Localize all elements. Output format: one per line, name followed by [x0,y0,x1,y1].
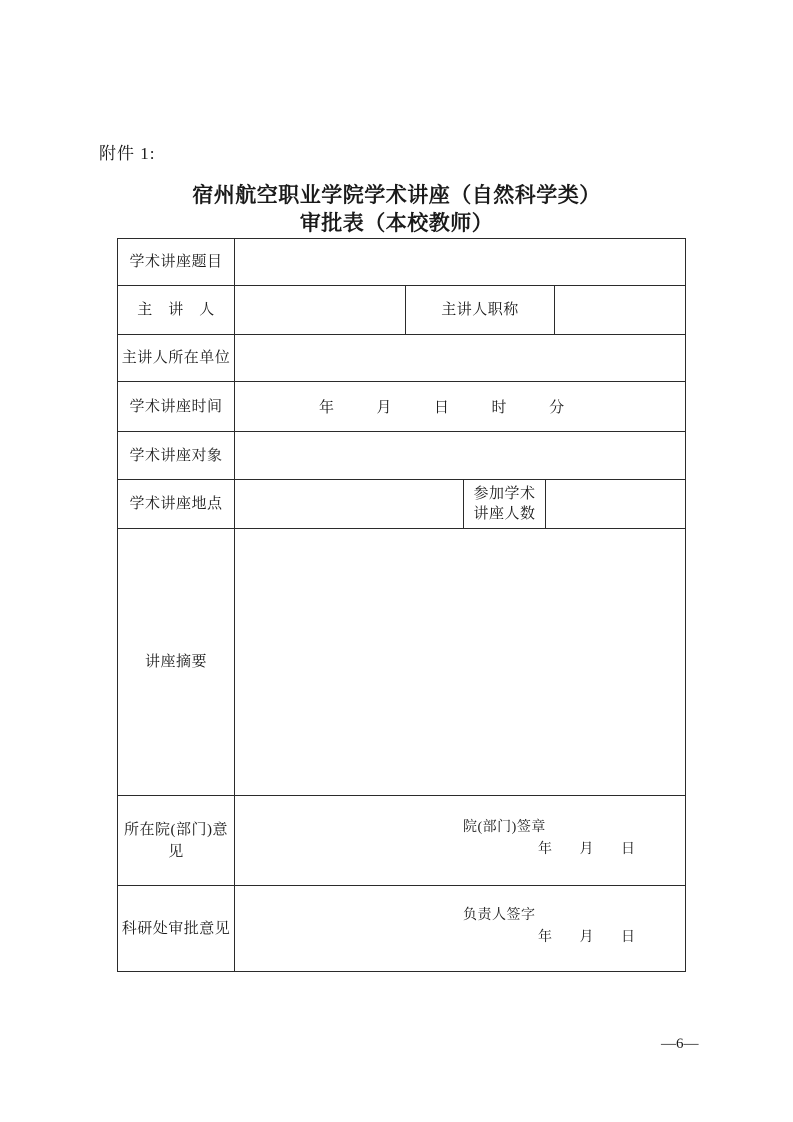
speaker-label: 主 讲 人 [118,286,235,335]
lecture-time-blank-line [235,396,685,417]
row-speaker [118,286,686,335]
lecture-location-label: 学术讲座地点 [118,480,235,529]
row-lecture-location [118,480,686,529]
lecture-time-label: 学术讲座时间 [118,382,235,432]
research-approval-cell [235,886,686,972]
research-sign-date-line [538,927,685,948]
date-unit-day: 日 [621,929,636,945]
department-sign-block [235,817,685,865]
lecture-title-label: 学术讲座题目 [118,239,235,286]
time-unit-day: 日 [434,400,450,416]
lecture-location-value-cell [235,480,464,529]
lecture-abstract-label: 讲座摘要 [118,529,235,796]
participants-label-line1: 参加学术 [473,486,536,502]
document-title [0,181,793,237]
date-unit-year: 年 [538,929,553,945]
document-title-line2: 审批表（本校教师） [299,211,494,235]
lecture-time-value-cell [235,382,686,432]
date-unit-day: 日 [621,841,636,857]
row-lecture-audience [118,432,686,480]
speaker-unit-value-cell [235,335,686,382]
row-speaker-unit [118,335,686,382]
participants-label-line2: 讲座人数 [473,506,536,522]
department-opinion-label: 所在院(部门)意见 [118,796,235,886]
participants-value-cell [546,480,686,529]
department-opinion-cell [235,796,686,886]
research-sign-label: 负责人签字 [463,907,536,923]
date-unit-month: 月 [579,841,594,857]
document-title-line1: 宿州航空职业学院学术讲座（自然科学类） [192,183,601,207]
row-research-approval [118,886,686,972]
speaker-unit-label: 主讲人所在单位 [118,335,235,382]
department-sign-date-line [538,839,685,860]
row-department-opinion [118,796,686,886]
time-unit-hour: 时 [491,400,508,416]
speaker-title-value-cell [555,286,686,335]
speaker-value-cell [235,286,406,335]
time-unit-month: 月 [376,400,393,416]
lecture-audience-value-cell [235,432,686,480]
date-unit-year: 年 [538,841,553,857]
participants-label [464,480,546,529]
row-lecture-abstract [118,529,686,796]
attachment-label: 附件 1: [99,144,156,163]
time-unit-minute: 分 [549,400,565,416]
research-sign-block [235,905,685,953]
row-lecture-time [118,382,686,432]
lecture-title-value-cell [235,239,686,286]
approval-form-table [117,238,686,972]
speaker-title-label: 主讲人职称 [406,286,555,335]
page-number: —6— [661,1036,699,1052]
lecture-audience-label: 学术讲座对象 [118,432,235,480]
lecture-abstract-value-cell [235,529,686,796]
department-sign-label: 院(部门)签章 [463,819,546,835]
research-approval-label: 科研处审批意见 [118,886,235,972]
row-lecture-title [118,239,686,286]
date-unit-month: 月 [579,929,594,945]
time-unit-year: 年 [319,400,335,416]
